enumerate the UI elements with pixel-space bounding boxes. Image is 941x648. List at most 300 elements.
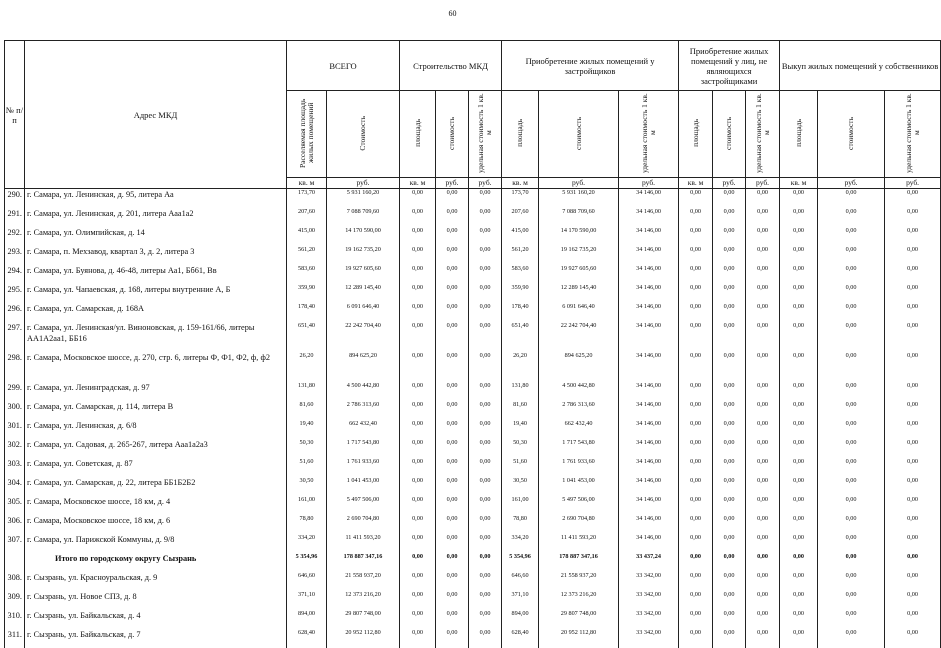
row-number: 304.: [5, 477, 25, 496]
row-value-cell: 0,00: [469, 352, 502, 382]
row-value-cell: 0,00: [400, 515, 436, 534]
row-value-cell: 0,00: [713, 401, 746, 420]
row-value-cell: 34 146,00: [619, 496, 679, 515]
row-value-cell: 0,00: [713, 496, 746, 515]
row-value-cell: 0,00: [400, 322, 436, 352]
row-value-cell: 359,90: [502, 284, 539, 303]
row-value-cell: 0,00: [679, 439, 713, 458]
row-value-cell: 0,00: [780, 303, 818, 322]
row-value-cell: 50,30: [287, 439, 327, 458]
row-value-cell: 0,00: [400, 352, 436, 382]
page-number: 60: [448, 9, 457, 18]
row-value-cell: 173,70: [502, 189, 539, 208]
row-value-cell: 0,00: [400, 496, 436, 515]
unit-rub: руб.: [818, 178, 885, 189]
row-value-cell: 5 497 506,00: [327, 496, 400, 515]
row-value-cell: 0,00: [436, 246, 469, 265]
row-value-cell: 30,50: [287, 477, 327, 496]
row-address: г. Самара, ул. Буянова, д. 46-48, литеры Аа1, Бб61, Вв: [25, 265, 287, 284]
row-value-cell: 34 146,00: [619, 227, 679, 246]
table-row: [5, 610, 941, 629]
row-address: г. Самара, ул. Садовая, д. 265-267, литера Ааа1а2а3: [25, 439, 287, 458]
row-value-cell: 0,00: [679, 352, 713, 382]
row-value-cell: 0,00: [469, 284, 502, 303]
row-value-cell: 22 242 704,40: [327, 322, 400, 352]
row-value-cell: 0,00: [679, 477, 713, 496]
row-value-cell: 371,10: [502, 591, 539, 610]
row-address: г. Самара, ул. Самарская, д. 168А: [25, 303, 287, 322]
row-value-cell: 0,00: [679, 265, 713, 284]
row-value-cell: 19,40: [502, 420, 539, 439]
total-label: Итого по городскому округу Сызрань: [25, 553, 287, 572]
row-value-cell: 29 807 748,00: [327, 610, 400, 629]
row-value-cell: 0,00: [400, 610, 436, 629]
row-value-cell: 0,00: [679, 208, 713, 227]
row-value-cell: 33 342,00: [619, 629, 679, 648]
row-value-cell: 1 717 543,80: [327, 439, 400, 458]
table-row: [5, 352, 941, 382]
row-value-cell: 0,00: [746, 284, 780, 303]
row-value-cell: 5 931 160,20: [539, 189, 619, 208]
row-value-cell: 207,60: [287, 208, 327, 227]
row-value-cell: 21 558 937,20: [327, 572, 400, 591]
row-value-cell: 0,00: [400, 284, 436, 303]
row-address: г. Самара, ул. Советская, д. 87: [25, 458, 287, 477]
row-value-cell: 0,00: [400, 227, 436, 246]
row-value-cell: 19 162 735,20: [539, 246, 619, 265]
table-row: [5, 515, 941, 534]
table-row: [5, 189, 941, 208]
row-value-cell: 11 411 593,20: [327, 534, 400, 553]
row-value-cell: 0,00: [713, 227, 746, 246]
row-value-cell: 0,00: [436, 496, 469, 515]
row-value-cell: 0,00: [780, 322, 818, 352]
row-value-cell: 19 927 605,60: [327, 265, 400, 284]
table-header: [5, 41, 941, 189]
row-value-cell: 0,00: [885, 401, 941, 420]
row-value-cell: 0,00: [436, 420, 469, 439]
table-total-row: [5, 553, 941, 572]
row-value-cell: 22 242 704,40: [539, 322, 619, 352]
row-value-cell: 0,00: [885, 322, 941, 352]
table-row: [5, 420, 941, 439]
row-value-cell: 0,00: [746, 496, 780, 515]
row-value-cell: 0,00: [885, 208, 941, 227]
row-value-cell: 0,00: [746, 227, 780, 246]
row-value-cell: 5 497 506,00: [539, 496, 619, 515]
row-value-cell: 0,00: [469, 303, 502, 322]
row-value-cell: 0,00: [885, 284, 941, 303]
row-number: 293.: [5, 246, 25, 265]
row-value-cell: 12 373 216,20: [327, 591, 400, 610]
row-value-cell: 0,00: [436, 610, 469, 629]
row-number: 308.: [5, 572, 25, 591]
row-value-cell: 0,00: [713, 352, 746, 382]
row-value-cell: 34 146,00: [619, 352, 679, 382]
row-value-cell: 561,20: [502, 246, 539, 265]
unit-sqm: кв. м: [400, 178, 436, 189]
row-address: г. Самара, ул. Ленинская, д. 201, литера Ааа1а2: [25, 208, 287, 227]
row-value-cell: 34 146,00: [619, 401, 679, 420]
row-value-cell: 34 146,00: [619, 534, 679, 553]
row-value-cell: 0,00: [469, 534, 502, 553]
row-value-cell: 646,60: [502, 572, 539, 591]
row-value-cell: 0,00: [400, 591, 436, 610]
row-value-cell: 0,00: [400, 401, 436, 420]
row-address: г. Самара, п. Мехзавод, квартал 3, д. 2, литера 3: [25, 246, 287, 265]
row-address: г. Самара, Московское шоссе, 18 км, д. 6: [25, 515, 287, 534]
row-value-cell: 0,00: [780, 401, 818, 420]
row-value-cell: 34 146,00: [619, 515, 679, 534]
header-cost-lc: стоимость: [539, 91, 619, 178]
row-value-cell: 0,00: [818, 208, 885, 227]
row-value-cell: 0,00: [780, 382, 818, 401]
row-value-cell: 5 354,96: [502, 553, 539, 572]
row-value-cell: 0,00: [746, 189, 780, 208]
row-value-cell: 583,60: [502, 265, 539, 284]
row-value-cell: 2 786 313,60: [539, 401, 619, 420]
unit-rub: руб.: [469, 178, 502, 189]
row-value-cell: 0,00: [780, 439, 818, 458]
row-address: г. Сызрань, ул. Новое СПЗ, д. 8: [25, 591, 287, 610]
row-number: 307.: [5, 534, 25, 553]
row-value-cell: 20 952 112,80: [327, 629, 400, 648]
row-value-cell: 30,50: [502, 477, 539, 496]
row-value-cell: 0,00: [436, 208, 469, 227]
row-value-cell: 0,00: [885, 496, 941, 515]
table-row: [5, 458, 941, 477]
row-value-cell: 0,00: [780, 553, 818, 572]
row-value-cell: 0,00: [679, 534, 713, 553]
row-value-cell: 0,00: [436, 591, 469, 610]
row-value-cell: 334,20: [287, 534, 327, 553]
table-row: [5, 401, 941, 420]
row-value-cell: 19 162 735,20: [327, 246, 400, 265]
row-value-cell: 33 342,00: [619, 610, 679, 629]
row-value-cell: 0,00: [679, 553, 713, 572]
header-area: площадь: [502, 91, 539, 178]
row-value-cell: 0,00: [679, 246, 713, 265]
header-area-resettled: Расселяемая площадь жилых помещений: [287, 91, 327, 178]
row-value-cell: 0,00: [818, 420, 885, 439]
row-value-cell: 0,00: [885, 629, 941, 648]
row-value-cell: 0,00: [885, 553, 941, 572]
row-value-cell: 0,00: [885, 591, 941, 610]
row-value-cell: 0,00: [436, 572, 469, 591]
row-value-cell: 29 807 748,00: [539, 610, 619, 629]
row-value-cell: 1 761 933,60: [327, 458, 400, 477]
row-value-cell: 6 091 646,40: [539, 303, 619, 322]
row-value-cell: 0,00: [746, 439, 780, 458]
row-value-cell: 0,00: [780, 208, 818, 227]
row-address: г. Самара, ул. Самарская, д. 114, литера В: [25, 401, 287, 420]
row-value-cell: 19 927 605,60: [539, 265, 619, 284]
row-value-cell: 50,30: [502, 439, 539, 458]
table-row: [5, 572, 941, 591]
unit-rub: руб.: [539, 178, 619, 189]
row-value-cell: 334,20: [502, 534, 539, 553]
row-value-cell: 0,00: [885, 382, 941, 401]
row-value-cell: 0,00: [818, 572, 885, 591]
row-value-cell: 0,00: [818, 352, 885, 382]
row-value-cell: 0,00: [400, 458, 436, 477]
row-value-cell: 0,00: [400, 303, 436, 322]
row-value-cell: 33 342,00: [619, 572, 679, 591]
header-area: площадь: [679, 91, 713, 178]
row-value-cell: 0,00: [818, 477, 885, 496]
row-value-cell: 51,60: [502, 458, 539, 477]
row-value-cell: 0,00: [400, 553, 436, 572]
row-value-cell: 0,00: [469, 572, 502, 591]
row-value-cell: 0,00: [436, 189, 469, 208]
header-cost-lc: стоимость: [818, 91, 885, 178]
row-number: 295.: [5, 284, 25, 303]
row-value-cell: 0,00: [713, 284, 746, 303]
row-value-cell: 0,00: [780, 629, 818, 648]
table-row: [5, 265, 941, 284]
row-value-cell: 371,10: [287, 591, 327, 610]
header-unit-cost: удельная стоимость 1 кв. м: [746, 91, 780, 178]
row-value-cell: 0,00: [780, 265, 818, 284]
unit-sqm: кв. м: [502, 178, 539, 189]
row-value-cell: 0,00: [469, 591, 502, 610]
row-value-cell: 1 041 453,00: [327, 477, 400, 496]
row-value-cell: 0,00: [885, 458, 941, 477]
row-address: г. Самара, ул. Ленинская, д. 95, литера Аа: [25, 189, 287, 208]
unit-rub: руб.: [327, 178, 400, 189]
row-value-cell: 0,00: [436, 227, 469, 246]
row-value-cell: 26,20: [502, 352, 539, 382]
row-value-cell: 0,00: [818, 265, 885, 284]
row-value-cell: 415,00: [502, 227, 539, 246]
row-value-cell: 561,20: [287, 246, 327, 265]
row-value-cell: 34 146,00: [619, 284, 679, 303]
row-value-cell: 0,00: [746, 303, 780, 322]
row-value-cell: 0,00: [713, 382, 746, 401]
row-value-cell: 0,00: [818, 246, 885, 265]
header-group-acq-others: Приобретение жилых помещений у лиц, не являющихся застройщиками: [679, 41, 780, 91]
row-value-cell: 0,00: [469, 189, 502, 208]
row-value-cell: 0,00: [780, 284, 818, 303]
row-value-cell: 0,00: [436, 382, 469, 401]
row-value-cell: 0,00: [436, 553, 469, 572]
row-value-cell: 0,00: [679, 284, 713, 303]
row-value-cell: 19,40: [287, 420, 327, 439]
row-value-cell: 0,00: [746, 420, 780, 439]
row-number: 305.: [5, 496, 25, 515]
table-row: [5, 477, 941, 496]
resettlement-table: [4, 40, 941, 648]
row-value-cell: 662 432,40: [327, 420, 400, 439]
row-value-cell: 0,00: [400, 534, 436, 553]
row-value-cell: 0,00: [469, 246, 502, 265]
row-value-cell: 34 146,00: [619, 208, 679, 227]
row-value-cell: 178,40: [502, 303, 539, 322]
row-value-cell: 0,00: [679, 401, 713, 420]
row-value-cell: 0,00: [818, 189, 885, 208]
header-address: Адрес МКД: [25, 41, 287, 189]
row-value-cell: 0,00: [746, 515, 780, 534]
row-value-cell: 0,00: [885, 246, 941, 265]
row-value-cell: 0,00: [885, 303, 941, 322]
row-value-cell: 0,00: [469, 322, 502, 352]
table-row: [5, 208, 941, 227]
row-value-cell: 583,60: [287, 265, 327, 284]
row-value-cell: 178 887 347,16: [539, 553, 619, 572]
row-value-cell: 0,00: [746, 265, 780, 284]
row-value-cell: 0,00: [679, 382, 713, 401]
row-value-cell: 0,00: [746, 322, 780, 352]
row-value-cell: 34 146,00: [619, 189, 679, 208]
row-value-cell: 0,00: [713, 303, 746, 322]
row-value-cell: 0,00: [780, 591, 818, 610]
header-unit-cost: удельная стоимость 1 кв. м: [619, 91, 679, 178]
table-row: [5, 534, 941, 553]
row-value-cell: 0,00: [818, 629, 885, 648]
table-row: [5, 382, 941, 401]
header-unit-cost: удельная стоимость 1 кв. м: [469, 91, 502, 178]
row-value-cell: 415,00: [287, 227, 327, 246]
row-value-cell: 0,00: [679, 458, 713, 477]
row-value-cell: 0,00: [818, 534, 885, 553]
row-value-cell: 0,00: [713, 591, 746, 610]
row-value-cell: 0,00: [746, 458, 780, 477]
row-value-cell: 11 411 593,20: [539, 534, 619, 553]
row-value-cell: 1 041 453,00: [539, 477, 619, 496]
row-value-cell: 0,00: [818, 227, 885, 246]
row-value-cell: 7 088 709,60: [327, 208, 400, 227]
row-value-cell: 26,20: [287, 352, 327, 382]
unit-sqm: кв. м: [780, 178, 818, 189]
row-value-cell: 0,00: [713, 629, 746, 648]
row-value-cell: 0,00: [885, 572, 941, 591]
row-value-cell: 131,80: [287, 382, 327, 401]
row-value-cell: 0,00: [818, 322, 885, 352]
row-value-cell: 894,00: [502, 610, 539, 629]
row-address: г. Самара, ул. Ленинская, д. 6/8: [25, 420, 287, 439]
row-value-cell: 0,00: [780, 534, 818, 553]
row-value-cell: 34 146,00: [619, 382, 679, 401]
row-value-cell: 5 931 160,20: [327, 189, 400, 208]
row-value-cell: 173,70: [287, 189, 327, 208]
table-row: [5, 629, 941, 648]
row-value-cell: 0,00: [436, 322, 469, 352]
row-value-cell: 651,40: [287, 322, 327, 352]
row-value-cell: 0,00: [469, 420, 502, 439]
row-number: 292.: [5, 227, 25, 246]
row-value-cell: 0,00: [400, 572, 436, 591]
row-address: г. Самара, ул. Олимпийская, д. 14: [25, 227, 287, 246]
row-number: 302.: [5, 439, 25, 458]
row-value-cell: 0,00: [713, 265, 746, 284]
header-group-construction: Строительство МКД: [400, 41, 502, 91]
row-value-cell: 0,00: [713, 420, 746, 439]
row-value-cell: 34 146,00: [619, 322, 679, 352]
row-number: 294.: [5, 265, 25, 284]
row-value-cell: 0,00: [746, 382, 780, 401]
row-number: 291.: [5, 208, 25, 227]
row-value-cell: 0,00: [746, 246, 780, 265]
row-number: 296.: [5, 303, 25, 322]
row-value-cell: 0,00: [746, 572, 780, 591]
row-value-cell: 0,00: [746, 352, 780, 382]
row-value-cell: 207,60: [502, 208, 539, 227]
row-value-cell: 0,00: [713, 572, 746, 591]
row-value-cell: 14 170 590,00: [539, 227, 619, 246]
row-value-cell: 0,00: [713, 458, 746, 477]
row-value-cell: 0,00: [400, 439, 436, 458]
row-value-cell: 161,00: [502, 496, 539, 515]
row-value-cell: 33 342,00: [619, 591, 679, 610]
row-value-cell: 0,00: [400, 477, 436, 496]
row-value-cell: 0,00: [780, 496, 818, 515]
row-value-cell: 0,00: [436, 458, 469, 477]
row-value-cell: 7 088 709,60: [539, 208, 619, 227]
table-row: [5, 246, 941, 265]
row-value-cell: 0,00: [818, 515, 885, 534]
row-value-cell: 0,00: [400, 246, 436, 265]
row-value-cell: 0,00: [780, 189, 818, 208]
unit-sqm: кв. м: [679, 178, 713, 189]
table-row: [5, 591, 941, 610]
row-address: г. Самара, ул. Парижской Коммуны, д. 9/8: [25, 534, 287, 553]
row-value-cell: 0,00: [818, 496, 885, 515]
row-value-cell: 0,00: [679, 189, 713, 208]
row-value-cell: 0,00: [746, 208, 780, 227]
row-value-cell: 894 625,20: [327, 352, 400, 382]
table-row: [5, 284, 941, 303]
row-value-cell: 0,00: [469, 496, 502, 515]
row-value-cell: 0,00: [818, 458, 885, 477]
row-address: г. Самара, ул. Чапаевская, д. 168, литеры внутренние А, Б: [25, 284, 287, 303]
row-value-cell: 0,00: [713, 322, 746, 352]
row-value-cell: 0,00: [469, 629, 502, 648]
header-group-acq-developers: Приобретение жилых помещений у застройщиков: [502, 41, 679, 91]
row-value-cell: 0,00: [746, 610, 780, 629]
row-address: г. Самара, ул. Ленинская/ул. Виноновская, д. 159-161/66, литеры АА1А2аа1, ББ16: [25, 322, 287, 352]
row-value-cell: 0,00: [679, 572, 713, 591]
header-num: № п/п: [5, 41, 25, 189]
row-number: 301.: [5, 420, 25, 439]
row-value-cell: 0,00: [746, 477, 780, 496]
table-row: [5, 303, 941, 322]
row-value-cell: 0,00: [885, 477, 941, 496]
row-value-cell: 34 146,00: [619, 303, 679, 322]
row-value-cell: 0,00: [885, 352, 941, 382]
row-number: 309.: [5, 591, 25, 610]
row-value-cell: 0,00: [818, 591, 885, 610]
row-value-cell: 34 146,00: [619, 265, 679, 284]
row-value-cell: 0,00: [679, 610, 713, 629]
row-value-cell: 0,00: [679, 303, 713, 322]
row-value-cell: 0,00: [469, 458, 502, 477]
row-value-cell: 0,00: [885, 439, 941, 458]
row-value-cell: 646,60: [287, 572, 327, 591]
row-value-cell: 2 690 704,80: [539, 515, 619, 534]
row-value-cell: 0,00: [400, 629, 436, 648]
row-value-cell: 0,00: [818, 439, 885, 458]
row-value-cell: 0,00: [436, 303, 469, 322]
row-value-cell: 4 500 442,80: [539, 382, 619, 401]
row-value-cell: 0,00: [400, 420, 436, 439]
header-unit-cost: удельная стоимость 1 кв. м: [885, 91, 941, 178]
row-address: г. Самара, Московское шоссе, д. 270, стр. 6, литеры Ф, Ф1, Ф2, ф, ф2: [25, 352, 287, 382]
table-row: [5, 322, 941, 352]
unit-rub: руб.: [746, 178, 780, 189]
row-number: 299.: [5, 382, 25, 401]
row-value-cell: 0,00: [469, 208, 502, 227]
row-value-cell: 34 146,00: [619, 477, 679, 496]
